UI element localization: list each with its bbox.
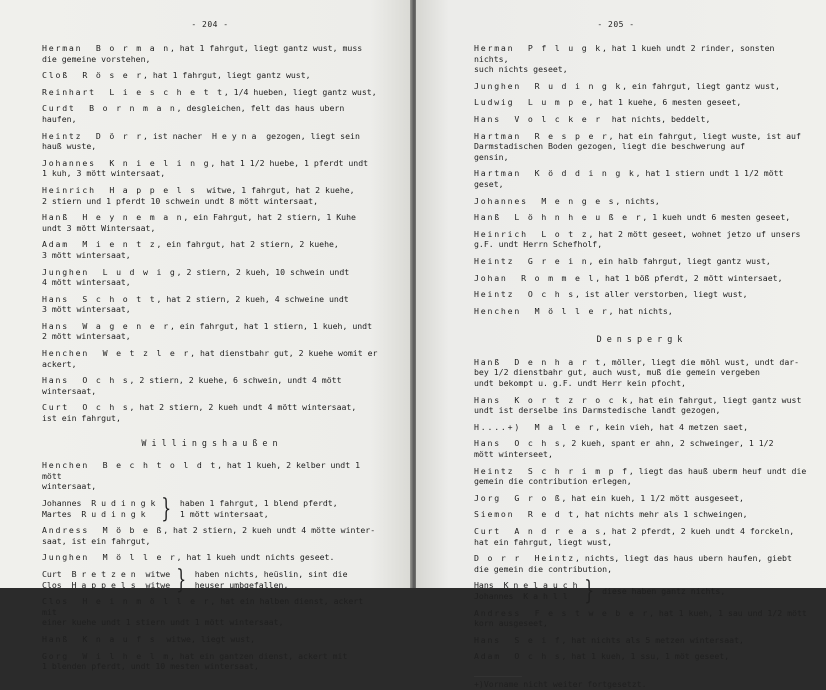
entry-text: , hat 1 fahrgut, liegt gantz wust, xyxy=(143,70,311,81)
entry xyxy=(42,185,382,206)
entry xyxy=(42,294,382,315)
entry xyxy=(42,267,382,288)
entry-text: , hat ein fahrgut, liegt wuste, ist auf Darmstadischen Boden gezogen, liegt die beschwerung auf gensin, xyxy=(474,130,801,162)
entry-name: Hartman K ö d d i n g k xyxy=(474,168,636,179)
entry-text: , ein fahrgut, liegt gantz wust, xyxy=(622,80,780,91)
entry-text: , hat ein halben dienst, ackert mit einer kuehe undt 1 stiern undt 1 mött wintersaat, xyxy=(42,596,364,628)
entry-text: , hat 2 pferdt, 2 kueh undt 4 forckeln, hat ein fahrgut, liegt wust, xyxy=(474,526,795,547)
entry-text: , 1/4 hueben, liegt gantz wust, xyxy=(223,86,377,97)
page-number: - 205 - xyxy=(597,20,635,29)
entry-name: Hanß D e n h a r t xyxy=(474,356,602,367)
entry-name: Hans V o l c k e r xyxy=(474,113,602,124)
entry xyxy=(474,651,810,662)
entry xyxy=(474,438,810,459)
entry-text: , hat ein kueh, 1 1/2 mött ausgeseet, xyxy=(561,492,744,503)
entry xyxy=(474,229,810,250)
entry-name: Henchen M ö l l e r xyxy=(474,305,609,316)
entry-name: Andress F e s t w e b e r xyxy=(474,607,650,618)
bracket-text: haben nichts, heüslin, sint die heuser umbgefallen, xyxy=(194,568,348,590)
entry-text: , 2 stiern, 2 kueh, 10 schwein undt 4 mött wintersaat, xyxy=(42,266,350,288)
entry xyxy=(474,97,810,108)
entry-list xyxy=(474,608,810,662)
entry xyxy=(42,212,382,233)
entry xyxy=(474,422,810,433)
entry xyxy=(474,43,810,75)
entry-name: Clos H e i n m ö l l e r xyxy=(42,596,211,607)
entry xyxy=(42,634,382,645)
entry xyxy=(474,256,810,267)
left-page xyxy=(0,0,412,672)
entry-name: Heintz S c h r i m p f xyxy=(474,465,629,476)
entry xyxy=(42,375,382,396)
entry xyxy=(42,158,382,179)
entry-text: , nichts, liegt das haus ubern haufen, giebt die gemein die contribution, xyxy=(474,553,792,574)
entry-text: , hat 1 1/2 huebe, 1 pferdt undt 1 kuh, 3 mött wintersaat, xyxy=(42,157,369,179)
left-column xyxy=(42,43,382,678)
entry-text: , hat 1 kueh, 1 sau und 1/2 mött korn ausgeseet, xyxy=(474,607,807,629)
entry-name: Curt A n d r e a s xyxy=(474,526,602,536)
entry xyxy=(42,348,382,369)
entry-list xyxy=(474,357,810,575)
bracket-text: diese haben gantz nichts, xyxy=(602,585,726,596)
entry-text: , hat 2 stiern, 2 kueh, 4 schweine undt 3 mött wintersaat, xyxy=(42,293,349,315)
entry-text: , hat nichts mehr als 1 schweingen, xyxy=(575,509,748,520)
entry-name: Johannes M e n g e s xyxy=(474,195,616,206)
bracket-text: haben 1 fahrgut, 1 blend pferdt, 1 mött wintersaat, xyxy=(179,498,338,519)
bracketed-entry xyxy=(42,493,382,524)
entry-text: , ist aller verstorben, liegt wust, xyxy=(575,289,748,300)
entry-name: Jorg G r o ß xyxy=(474,492,562,503)
bracketed-entry xyxy=(474,575,810,606)
entry-name: Junghen R u d i n g k xyxy=(474,80,623,91)
entry-name: Siemon R e d t xyxy=(474,509,575,520)
entry xyxy=(42,131,382,152)
entry xyxy=(474,493,810,504)
bracket-names: Hans K n e l a u c h Johannes K a h l l xyxy=(474,580,578,601)
entry-text: , desgleichen, felt das haus ubern haufen, xyxy=(42,103,350,124)
entry xyxy=(42,460,382,492)
entry-text: , hat 2 stiern, 2 kueh undt 4 mötte winter- saat, ist ein fahrgut, xyxy=(42,525,376,546)
entry xyxy=(42,402,382,423)
entry-name: Adam M i e n t z xyxy=(42,239,157,250)
entry-name: Hans W a g e n e r xyxy=(42,320,170,331)
entry-text: , 2 kueh, spant er ahn, 2 schweinger, 1 1/2 mött winterseet, xyxy=(474,438,774,460)
entry xyxy=(474,289,810,300)
entry-name: Andress M ö b e ß xyxy=(42,525,164,536)
entry-name: Hanß H e y n e m a n xyxy=(42,212,184,223)
entry-text: , kein vieh, hat 4 metzen saet, xyxy=(595,421,749,432)
entry-name: Ludwig L u m p e xyxy=(474,97,589,108)
entry xyxy=(474,196,810,207)
entry-list xyxy=(42,43,382,424)
entry xyxy=(474,608,810,629)
entry xyxy=(474,635,810,646)
entry-name: Curdt B o r n m a n xyxy=(42,103,177,114)
entry-text: , hat 1 fahrgut, liegt gantz wust, muss die gemeine vorstehen, xyxy=(42,43,363,64)
entry xyxy=(474,395,810,416)
entry-name: Johannes K n i e l i n g xyxy=(42,157,211,168)
entry-text: , hat 1 kueh undt 2 rinder, sonsten nichts, such nichts geseet, xyxy=(474,43,775,75)
entry-text: , hat dienstbahr gut, 2 kuehe womit er ackert, xyxy=(42,348,378,369)
entry xyxy=(42,651,382,672)
entry-text: witwe, 1 fahrgut, hat 2 kuehe, 2 stiern und 1 pferdt 10 schwein undt 8 mött wintersaat, xyxy=(42,184,355,206)
entry-text: , 1 kueh undt 6 mesten geseet, xyxy=(642,212,791,223)
entry xyxy=(474,357,810,389)
entry-text: , ist nacher H e y n a gezogen, liegt sein hauß wuste, xyxy=(42,130,360,152)
entry xyxy=(42,70,382,81)
section-heading: Willingshaußen xyxy=(141,437,283,448)
entry-text: , möller, liegt die möhl wust, undt dar- bey 1/2 dienstbahr gut, auch wust, muß die gemein vergeben undt bekompt u. g.F. undt Herr kein pfocht, xyxy=(474,356,800,389)
entry xyxy=(42,525,382,546)
brace-glyph: } xyxy=(583,575,594,606)
entry xyxy=(474,168,810,189)
entry-name: Heinrich L o t z xyxy=(474,228,589,239)
entry-text: , hat 2 mött geseet, wohnet jetzo uf unsers g.F. undt Herrn Schefholf, xyxy=(474,228,801,250)
entry-text: , hat nichts, xyxy=(608,305,673,316)
entry-text: , 2 stiern, 2 kuehe, 6 schwein, undt 4 mött wintersaat, xyxy=(42,375,342,396)
page-number: - 204 - xyxy=(191,20,229,29)
entry-text: , nichts, xyxy=(615,195,660,206)
entry xyxy=(474,81,810,92)
entry-name: Reinhart L i e s c h e t t xyxy=(42,86,224,97)
entry xyxy=(42,552,382,563)
brace-glyph: } xyxy=(176,564,187,595)
entry-text: , ein fahrgut, hat 2 stiern, 2 kuehe, 3 mött wintersaat, xyxy=(42,239,339,260)
entry-text: , hat 2 stiern, 2 kueh undt 4 mött wintersaat, ist ein fahrgut, xyxy=(42,402,357,424)
brace-glyph: } xyxy=(161,493,172,524)
entry-name: Hans O c h s xyxy=(42,375,130,386)
entry-text: witwe, liegt wust, xyxy=(156,633,256,644)
entry-list xyxy=(42,596,382,672)
entry-list xyxy=(474,43,810,316)
entry xyxy=(474,553,810,574)
entry-name: Heintz D ö r r xyxy=(42,130,143,141)
entry-name: D o r r Heintz xyxy=(474,553,575,564)
entry-text: , hat nichts als 5 metzen wintersaat, xyxy=(561,634,744,645)
entry-text: , hat 1 kueh, 2 kelber undt 1 mött wintersaat, xyxy=(42,460,361,492)
entry xyxy=(474,509,810,520)
entry-name: Hartman R e s p e r xyxy=(474,130,609,141)
entry-name: Hanß L ö h n h e u ß e r xyxy=(474,212,643,223)
entry-text: , ein Fahrgut, hat 2 stiern, 1 Kuhe undt 3 mött Wintersaat, xyxy=(42,212,356,233)
entry xyxy=(42,87,382,98)
entry-name: Herman B o r m a n xyxy=(42,43,170,53)
entry-text: , ein fahrgut, hat 1 stiern, 1 kueh, undt 2 mött wintersaat, xyxy=(42,320,373,342)
entry-list xyxy=(42,525,382,563)
entry-text: , hat 1 stiern undt 1 1/2 mött geset, xyxy=(474,168,789,189)
entry-text: hat nichts, beddelt, xyxy=(601,113,711,124)
footnote-rule xyxy=(474,676,522,677)
entry-text: , hat 1 kueh undt nichts geseet. xyxy=(176,552,335,563)
entry xyxy=(474,273,810,284)
bracket-names: Johannes R u d i n g k Martes R u d i n g k xyxy=(42,498,156,519)
entry-name: Henchen W e t z l e r xyxy=(42,348,191,359)
entry-name: Junghen M ö l l e r xyxy=(42,552,177,563)
entry-name: Johan R o m m e l xyxy=(474,272,596,283)
entry-name: H....+) M a l e r xyxy=(474,421,596,432)
entry-name: Adam O c h s xyxy=(474,651,562,662)
entry-name: Heintz O c h s xyxy=(474,289,575,300)
entry-name: Hans O c h s xyxy=(474,438,562,449)
entry-name: Cloß R ö s e r xyxy=(42,70,143,81)
right-column xyxy=(474,43,810,690)
entry-name: Herman P f l u g k xyxy=(474,43,602,53)
entry-name: Hanß K n a u f s xyxy=(42,633,157,644)
entry xyxy=(42,43,382,64)
right-page xyxy=(416,0,826,689)
entry-name: Henchen B e c h t o l d t xyxy=(42,460,218,471)
entry xyxy=(474,306,810,317)
entry-name: Heinrich H a p p e l s xyxy=(42,184,197,195)
entry-text: , hat 1 böß pferdt, 2 mött wintersaet, xyxy=(595,272,783,283)
bracketed-entry xyxy=(42,564,382,595)
footnote: +)Vorname nicht weiter fortgesetzt. xyxy=(474,678,647,689)
entry xyxy=(474,526,810,547)
entry-name: Curt O c h s xyxy=(42,402,130,413)
entry-list xyxy=(42,460,382,492)
entry xyxy=(474,466,810,487)
entry xyxy=(42,239,382,260)
entry xyxy=(42,321,382,342)
entry-name: Junghen L u d w i g xyxy=(42,266,177,277)
entry xyxy=(42,103,382,124)
entry xyxy=(474,212,810,223)
entry-text: , hat ein gantzen dienst, ackert mit 1 blenden pferdt, undt 10 mesten wintersaat, xyxy=(42,650,348,672)
bracket-names: Curt B r e t z e n witwe Clos H a p p e l s witwe xyxy=(42,568,171,590)
entry xyxy=(474,114,810,125)
entry xyxy=(474,131,810,163)
entry-text: , hat 1 kuehe, 6 mesten geseet, xyxy=(588,97,742,108)
entry-name: Hans K o r t z r o c k xyxy=(474,394,629,405)
section-heading: Denspergk xyxy=(596,334,688,345)
entry-text: , ein halb fahrgut, liegt gantz wust, xyxy=(588,255,771,266)
entry-name: Hans S e i f xyxy=(474,634,562,645)
entry-name: Gorg W i l h e l m xyxy=(42,650,170,661)
entry-text: , liegt das hauß uberm heuf undt die gemein die contribution erlegen, xyxy=(474,465,807,487)
entry xyxy=(42,596,382,628)
entry-name: Hans S c h o t t xyxy=(42,293,157,304)
entry-name: Heintz G r e i n xyxy=(474,255,589,266)
entry-text: , hat 1 kueh, 1 ssu, 1 möt geseet, xyxy=(561,651,730,662)
entry-text: , hat ein fahrgut, liegt gantz wust undt ist derselbe ins Darmstedische landt gezogen, xyxy=(474,394,802,416)
